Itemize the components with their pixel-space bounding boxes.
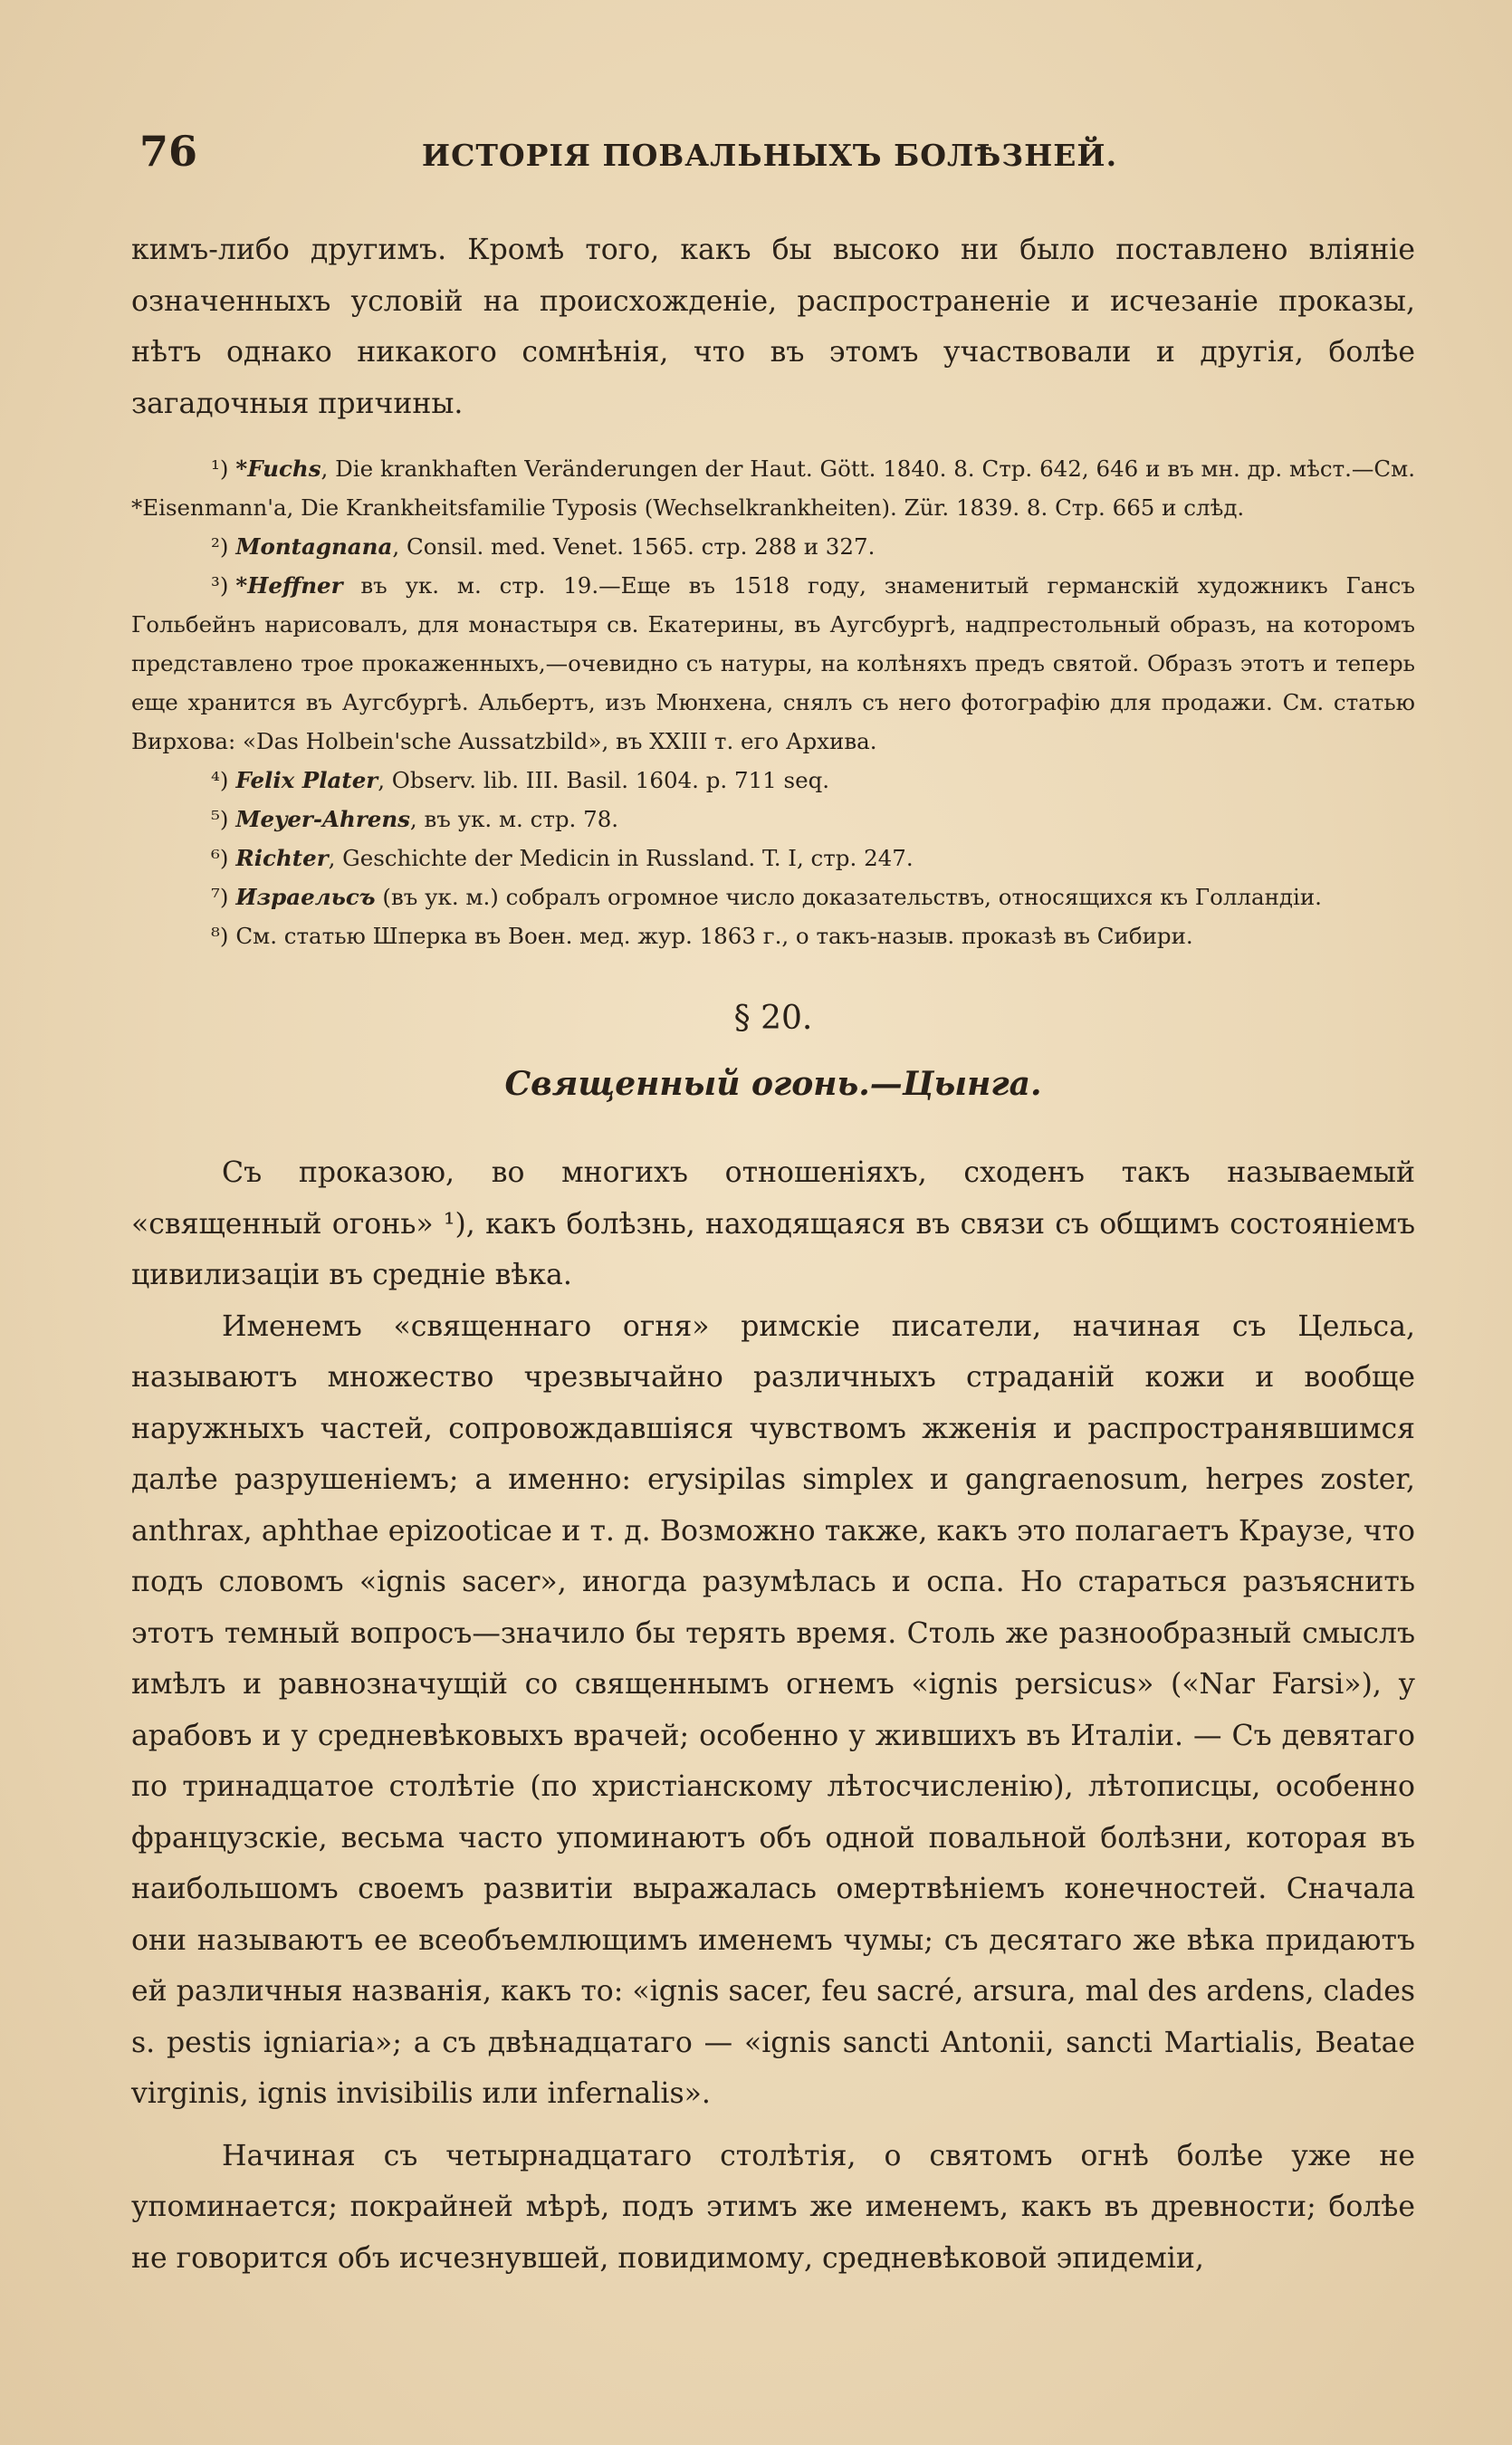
footnote-text: См. статью Шперка въ Воен. мед. жур. 1863 г., о такъ-назыв. проказѣ въ Сибири. xyxy=(235,923,1193,949)
footnote-author: Felix Plater xyxy=(235,767,378,793)
footnote-author: *Heffner xyxy=(235,572,343,599)
page-body xyxy=(131,225,1415,2284)
footnote-mark: ³) xyxy=(211,572,229,599)
footnote-mark: ⁴) xyxy=(211,767,229,793)
page-number: 76 xyxy=(139,127,198,176)
footnote-author: Montagnana xyxy=(235,533,393,560)
footnote-mark: ²) xyxy=(211,533,229,560)
intro-paragraph: кимъ-либо другимъ. Кромѣ того, какъ бы высоко ни было поставлено вліяніе означенныхъ условій на происхожденіе, распространеніе и исчезаніе проказы, нѣтъ однако никакого сомнѣнія, что въ этомъ участвовали и другія, болѣе загадочныя причины. xyxy=(131,234,1415,420)
footnote-mark: ¹) xyxy=(211,455,229,482)
footnote-mark: ⁷) xyxy=(211,884,229,910)
footnote-text: въ ук. м. стр. 19.—Еще въ 1518 году, знаменитый германскій художникъ Гансъ Гольбейнъ нарисовалъ, для монастыря св. Екатерины, въ Аугсбургѣ, надпрестольный образъ, на которомъ представлено трое прокаженныхъ,—очевидно съ натуры, на колѣняхъ предъ святой. Образъ этотъ и теперь еще хранится въ Аугсбургѣ. Альбертъ, изъ Мюнхена, снялъ съ него фотографію для продажи. См. статью Вирхова: «Das Holbein'sche Aussatzbild», въ XXIII т. его Архива. xyxy=(131,572,1415,754)
footnote-text: , Die krankhaften Veränderungen der Haut. Gött. 1840. 8. Стр. 642, 646 и въ мн. др. мѣст.—См. *Eisenmann'a, Die Krankheitsfamilie Typosis (Wechselkrankheiten). Zür. 1839. 8. Стр. 665 и слѣд. xyxy=(131,455,1415,521)
footnote-author: *Fuchs xyxy=(235,455,321,482)
footnote-text: , Observ. lib. III. Basil. 1604. p. 711 seq. xyxy=(378,767,830,793)
footnote xyxy=(131,800,1415,839)
paragraph: Именемъ «священнаго огня» римскіе писатели, начиная съ Цельса, называютъ множество чрезвычайно различныхъ страданій кожи и вообще наружныхъ частей, сопровождавшіяся чувствомъ жженія и распространявшимся далѣе разрушеніемъ; а именно: erysipilas simplex и gangraenosum, herpes zoster, anthrax, aphthae epizooticae и т. д. Возможно также, какъ это полагаетъ Краузе, что подъ словомъ «ignis sacer», иногда разумѣлась и оспа. Но стараться разъяснить этотъ темный вопросъ—значило бы терять время. Столь же разнообразный смыслъ имѣлъ и равнозначущій со священнымъ огнемъ «ignis persicus» («Nar Farsi»), у арабовъ и у средневѣковыхъ врачей; особенно у жившихъ въ Италіи. — Съ девятаго по тринадцатое столѣтіе (по христіанскому лѣтосчисленію), лѣтописцы, особенно французскіе, весьма часто упоминаютъ объ одной повальной болѣзни, которая въ наибольшомъ своемъ развитіи выражалась омертвѣніемъ конечностей. Сначала они называютъ ее всеобъемлющимъ именемъ чумы; съ десятаго же вѣка придаютъ ей различныя названія, какъ то: «ignis sacer, feu sacré, arsura, mal des ardens, clades s. pestis igniaria»; а съ двѣнадцатаго — «ignis sancti Antonii, sancti Martialis, Beatae virginis, ignis invisibilis или infernalis». xyxy=(131,1309,1415,2110)
paragraph: Начиная съ четырнадцатаго столѣтія, о святомъ огнѣ болѣе уже не упоминается; покрайней мѣрѣ, подъ этимъ же именемъ, какъ въ древности; болѣе не говорится объ исчезнувшей, повидимому, средневѣковой эпидеміи, xyxy=(131,2139,1415,2275)
section-title: Священный огонь.—Цынга. xyxy=(504,1065,1042,1103)
footnote xyxy=(131,566,1415,761)
footnote-mark: ⁸) xyxy=(211,923,229,949)
footnote-text: , въ ук. м. стр. 78. xyxy=(409,806,619,832)
page-header xyxy=(136,127,1403,181)
footnote xyxy=(131,877,1415,916)
footnote-author: Meyer-Ahrens xyxy=(235,806,410,832)
footnote xyxy=(131,449,1415,527)
footnote-author: Richter xyxy=(235,845,329,871)
footnote-author: Израельсъ xyxy=(235,884,376,910)
section-number: § 20. xyxy=(733,1000,813,1037)
footnote xyxy=(131,916,1415,955)
footnote xyxy=(131,761,1415,800)
footnote xyxy=(131,839,1415,877)
footnote-text: , Geschichte der Medicin in Russland. T. I, стр. 247. xyxy=(328,845,914,871)
footnote-text: (въ ук. м.) собралъ огромное число доказательствъ, относящихся къ Голландіи. xyxy=(375,884,1322,910)
footnotes xyxy=(131,449,1415,955)
footnote-mark: ⁵) xyxy=(211,806,229,832)
paragraph: Съ проказою, во многихъ отношеніяхъ, сходенъ такъ называемый «священный огонь» ¹), какъ болѣзнь, находящаяся въ связи съ общимъ состояніемъ цивилизаціи въ средніе вѣка. xyxy=(131,1156,1415,1291)
running-head: ИСТОРІЯ ПОВАЛЬНЫХЪ БОЛѢЗНЕЙ. xyxy=(421,138,1118,173)
footnote-text: , Consil. med. Venet. 1565. стр. 288 и 327. xyxy=(392,533,876,560)
footnote-mark: ⁶) xyxy=(211,845,229,871)
footnote xyxy=(131,527,1415,566)
